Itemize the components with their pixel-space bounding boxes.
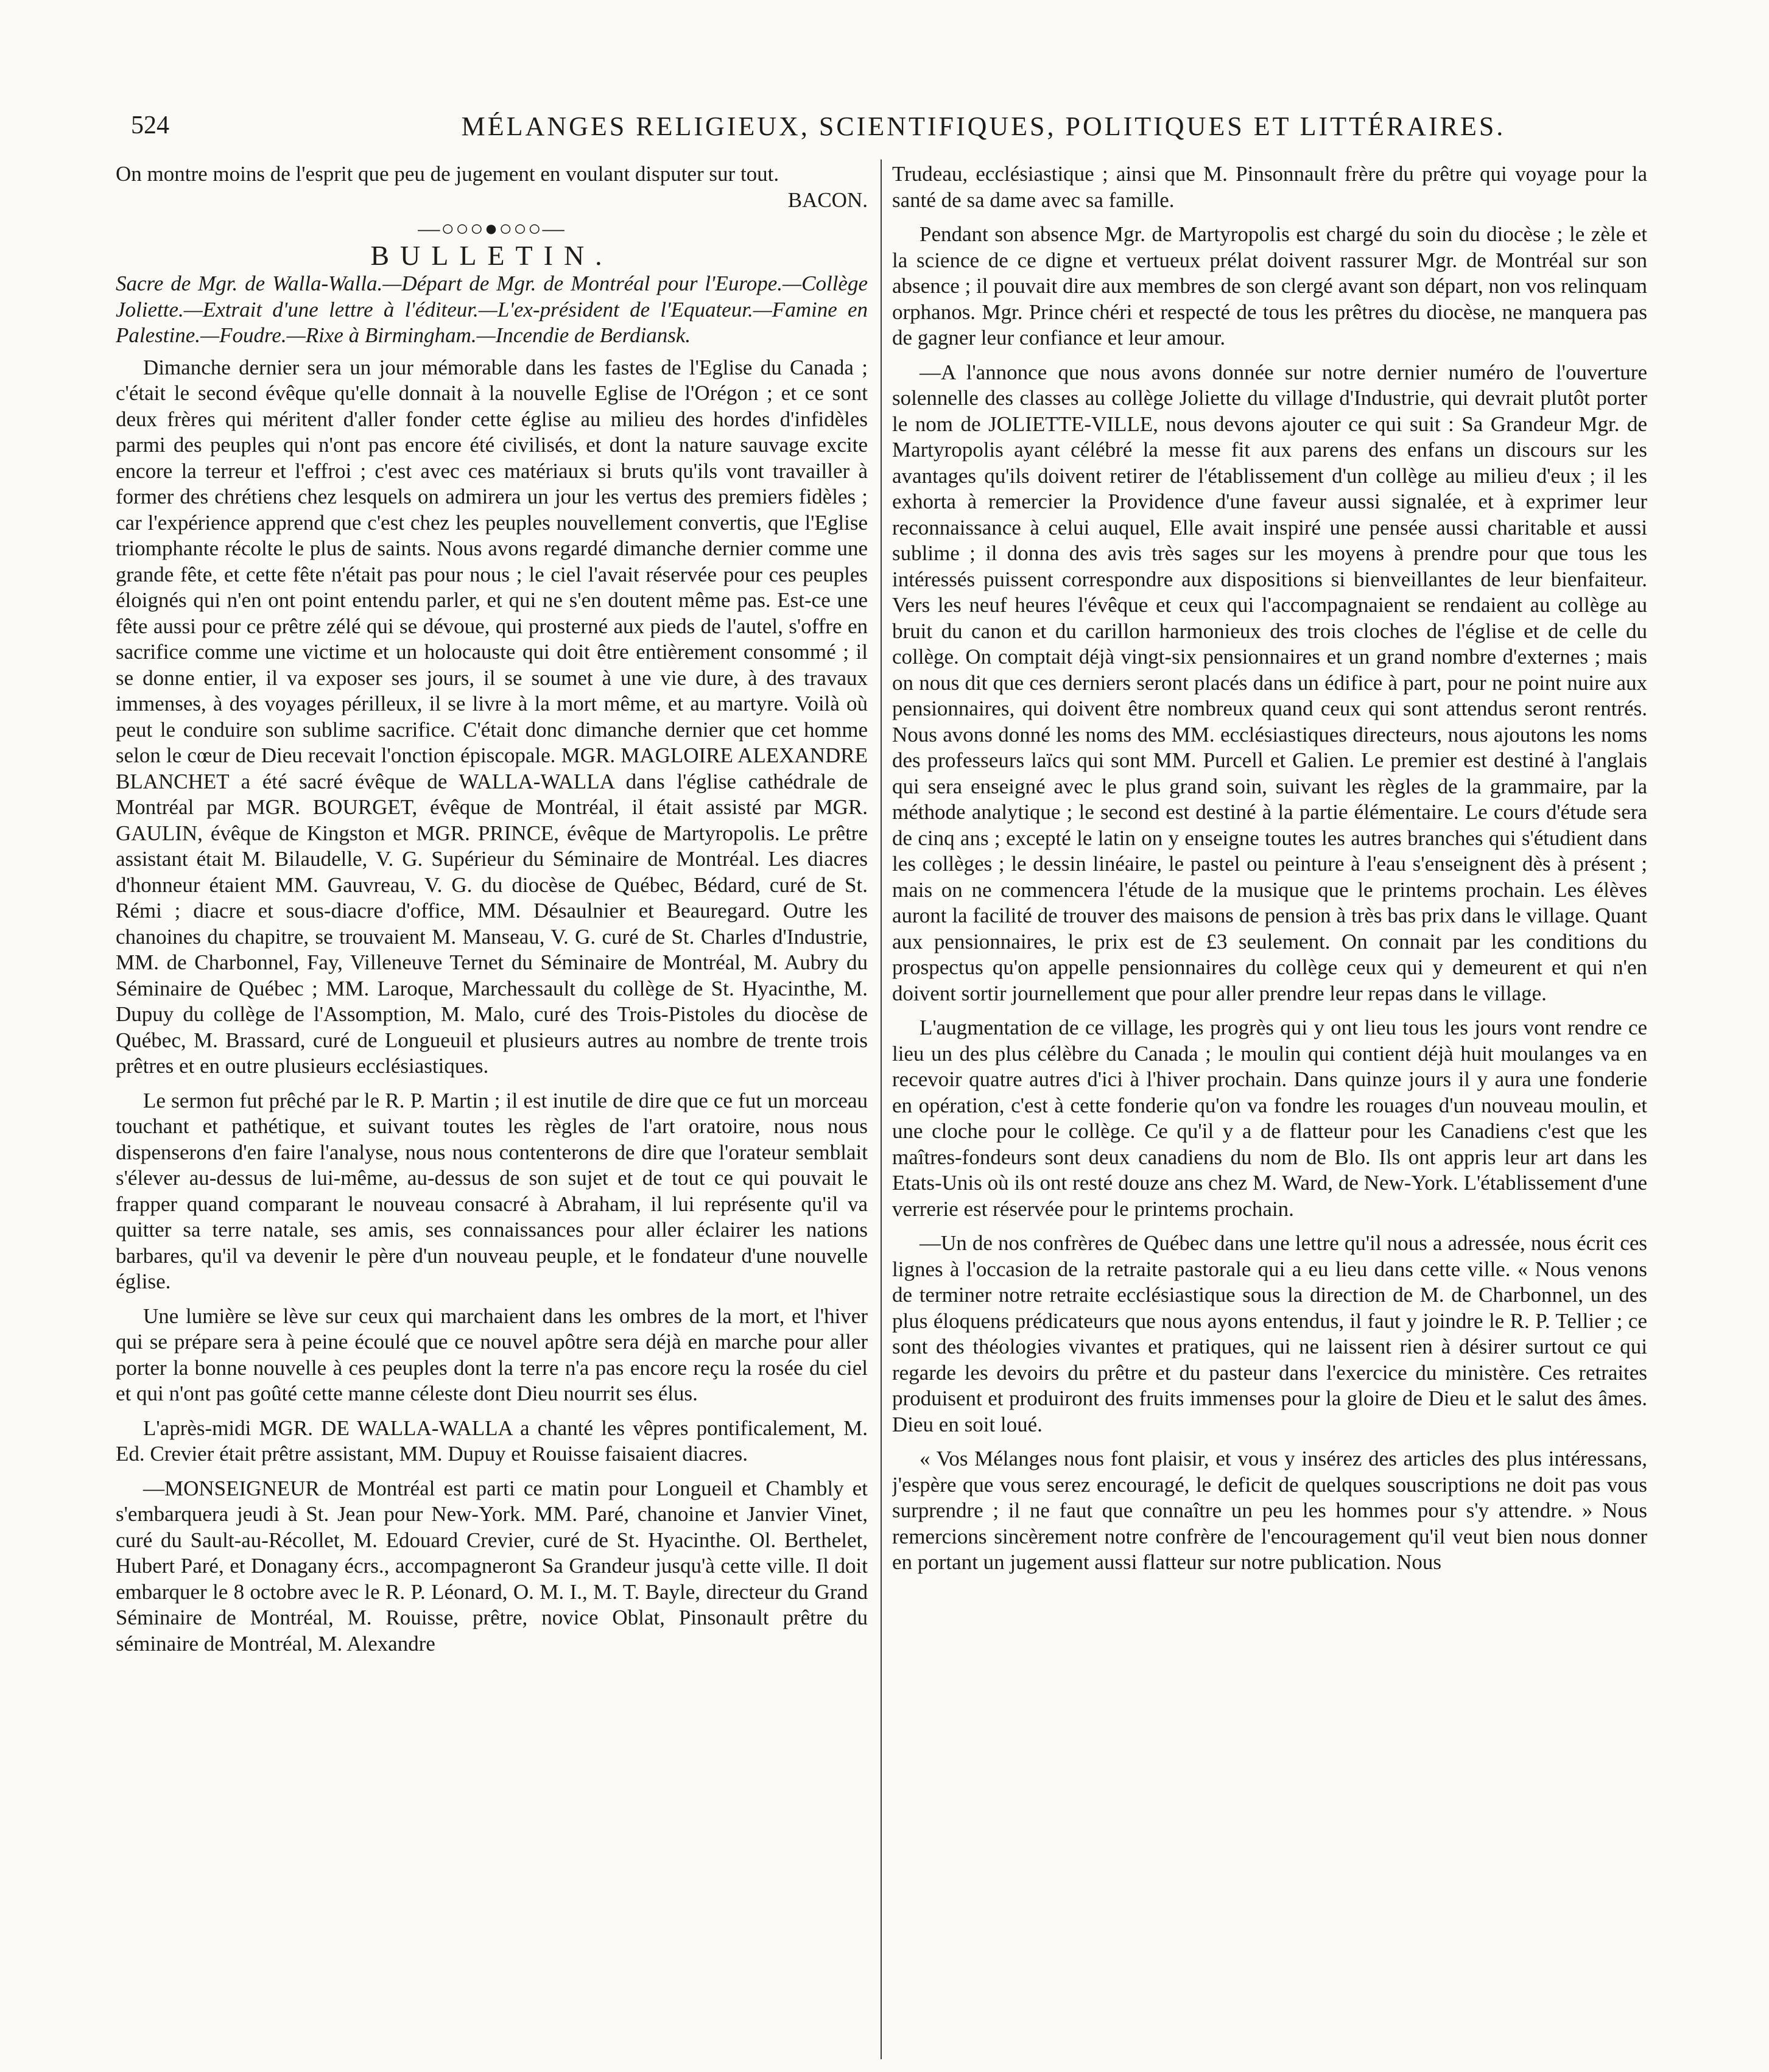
epigraph	[116, 161, 868, 213]
right-paragraph: Pendant son absence Mgr. de Martyropolis est chargé du soin du diocèse ; le zèle et la science de ce digne et vertueux prélat doivent rassurer Mgr. de Montréal sur son absence ; il pouvait dire aux membres de son clergé avant son départ, non vos relinquam orphanos. Mgr. Prince chéri et respecté de tous les prêtres du diocèse, ne manquera pas de gagner leur confiance et leur amour.	[892, 222, 1647, 349]
right-column	[892, 161, 1647, 2061]
left-paragraph: Une lumière se lève sur ceux qui marchaient dans les ombres de la mort, et l'hiver qui se prépare sera à peine écoulé que ce nouvel apôtre sera déjà en marche pour aller porter la bonne nouvelle à ces peuples dont la terre n'a pas encore reçu la rosée du ciel et qui n'ont pas goûté cette manne céleste dont Dieu nourrit ses élus.	[116, 1304, 868, 1405]
left-paragraph: Le sermon fut prêché par le R. P. Martin ; il est inutile de dire que ce fut un morceau touchant et pathétique, et suivant toutes les règles de l'art oratoire, nous nous dispenserons d'en faire l'analyse, nous nous contenterons de dire que l'orateur semblait s'élever au-dessus de lui-même, au-dessus de son sujet et de tout ce qui pouvait le frapper quand comparant le nouveau consacré à Abraham, il lui représente qu'il va quitter sa terre natale, ses amis, ses connaissances pour aller éclairer les nations barbares, qu'il va devenir le père d'un nouveau peuple, et le fondateur d'une nouvelle église.	[116, 1088, 868, 1293]
right-paragraph: —Un de nos confrères de Québec dans une lettre qu'il nous a adressée, nous écrit ces lignes à l'occasion de la retraite pastorale qui a eu lieu dans cette ville. « Nous venons de terminer notre retraite ecclésiastique sous la direction de M. de Charbonnel, un des plus éloquens prédicateurs que nous ayons entendus, il faut y joindre le R. P. Tellier ; ce sont des théologies vivantes et pratiques, qui ne laissent rien à désirer surtout ce qui regarde les devoirs du prêtre et du pasteur dans l'exercice du ministère. Ces retraites produisent et produiront des fruits immenses pour la gloire de Dieu et le salut des âmes. Dieu en soit loué.	[892, 1231, 1647, 1436]
epigraph-text: On montre moins de l'esprit que peu de jugement en voulant disputer sur tout.	[116, 162, 779, 186]
left-column	[116, 161, 868, 2061]
right-paragraph: « Vos Mélanges nous font plaisir, et vous y insérez des articles des plus intéressans, j'espère que vous serez encouragé, le deficit de quelques souscriptions ne doit pas vous surprendre ; il ne faut que connaître un peu les hommes pour s'y attendre. » Nous remercions sincèrement notre confrère de l'encouragement qu'il veut bien nous donner en portant un jugement aussi flatteur sur notre publication. Nous	[892, 1447, 1647, 1574]
left-paragraph: L'après-midi MGR. DE WALLA-WALLA a chanté les vêpres pontificalement, M. Ed. Crevier était prêtre assistant, MM. Dupuy et Rouisse faisaient diacres.	[116, 1416, 868, 1466]
right-paragraph: —A l'annonce que nous avons donnée sur notre dernier numéro de l'ouverture solennelle des classes au collège Joliette du village d'Industrie, qui devrait plutôt porter le nom de JOLIETTE-VILLE, nous devons ajouter ce qui suit : Sa Grandeur Mgr. de Martyropolis ayant célébré la messe fit aux parens des enfans un discours sur les avantages qu'ils doivent retirer de l'établissement d'un collège au milieu d'eux ; il les exhorta à remercier la Providence d'une faveur aussi signalée, et à exprimer leur reconnaissance à celui auquel, Elle avait inspiré une pensée aussi charitable et aussi sublime ; il donna des avis très sages sur les moyens à prendre pour que tous les intéressés puissent correspondre aux dispositions si bienveillantes de leur bienfaiteur. Vers les neuf heures l'évêque et ceux qui l'accompagnaient se rendaient au collège au bruit du canon et du carillon harmonieux des trois cloches de l'église et de celle du collège. On comptait déjà vingt-six pensionnaires et un grand nombre d'externes ; mais on nous dit que ces derniers seront placés dans un édifice à part, pour ne point nuire aux pensionnaires, qui doivent être nombreux quand ceux qui sont attendus seront rentrés. Nous avons donné les noms des MM. ecclésiastiques directeurs, nous ajoutons les noms des professeurs laïcs qui sont MM. Purcell et Galien. Le premier est destiné à l'anglais qui sera enseigné avec le plus grand soin, suivant les règles de la grammaire, par la méthode analytique ; le second est destiné à la partie élémentaire. Le cours d'étude sera de cinq ans ; excepté le latin on y enseigne toutes les autres branches qui s'étudient dans les collèges ; le dessin linéaire, le pastel ou peinture à l'eau s'enseignent dès à présent ; mais on ne commencera l'étude de la musique que le printems prochain. Les élèves auront la facilité de trouver des maisons de pension à très bas prix dans le village. Quant aux pensionnaires, le prix est de £3 seulement. On connait par les conditions du prospectus qu'on appelle pensionnaires du collège ceux qui y demeurent et qui n'en doivent sortir journellement que pour aller prendre leur repas dans le village.	[892, 360, 1647, 1005]
ornament-divider: —○○○●○○○—	[418, 216, 566, 241]
right-paragraph: L'augmentation de ce village, les progrès qui y ont lieu tous les jours vont rendre ce lieu un des plus célèbre du Canada ; le moulin qui contient déjà huit moulanges va en recevoir quatre autres d'ici à l'hiver prochain. Dans quinze jours il y aura une fonderie en opération, c'est à cette fonderie qu'on va fondre les rouages d'un nouveau moulin, et une cloche pour le collège. Ce qu'il y a de flatteur pour les Canadiens c'est que les maîtres-fondeurs sont deux canadiens du nom de Blo. Ils ont appris leur art dans les Etats-Unis où ils ont resté douze ans chez M. Ward, de New-York. L'établissement d'une verrerie est réservée pour le printems prochain.	[892, 1016, 1647, 1221]
epigraph-source: BACON.	[787, 188, 868, 212]
running-title: MÉLANGES RELIGIEUX, SCIENTIFIQUES, POLITIQUES ET LITTÉRAIRES.	[461, 111, 1506, 141]
bulletin-summary: Sacre de Mgr. de Walla-Walla.—Départ de Mgr. de Montréal pour l'Europe.—Collège Joliette.—Extrait d'une lettre à l'éditeur.—L'ex-président de l'Equateur.—Famine en Palestine.—Foudre.—Rixe à Birmingham.—Incendie de Berdiansk.	[116, 272, 868, 347]
left-paragraph: —MONSEIGNEUR de Montréal est parti ce matin pour Longueil et Chambly et s'embarquera jeudi à St. Jean pour New-York. MM. Paré, chanoine et Janvier Vinet, curé du Sault-au-Récollet, M. Edouard Crevier, curé de St. Hyacinthe. Ol. Berthelet, Hubert Paré, et Donagany écrs., accompagneront Sa Grandeur jusqu'à cette ville. Il doit embarquer le 8 octobre avec le R. P. Léonard, O. M. I., M. T. Bayle, directeur du Grand Séminaire de Montréal, M. Rouisse, prêtre, novice Oblat, Pinsonault prêtre du séminaire de Montréal, M. Alexandre	[116, 1476, 868, 1656]
page-number: 524	[131, 111, 169, 139]
column-divider	[881, 160, 882, 2059]
left-paragraph: Dimanche dernier sera un jour mémorable dans les fastes de l'Eglise du Canada ; c'était le second évêque qu'elle donnait à la nouvelle Eglise de l'Orégon ; et ce sont deux frères qui méritent d'aller fonder cette église au milieu des hordes d'infidèles parmi des peuples qui n'ont pas encore été civilisés, et dont la nature sauvage excite encore la terreur et l'effroi ; c'est avec ces matériaux si bruts qu'ils vont travailler à former des chrétiens chez lesquels on admirera un jour les vertus des premiers fidèles ; car l'expérience apprend que c'est chez les peuples nouvellement convertis, que l'Eglise triomphante récolte le plus de saints. Nous avons regardé dimanche dernier comme une grande fête, et cette fête n'était pas pour nous ; le ciel l'avait réservée pour ces peuples éloignés qui n'en ont point entendu parler, et qui ne s'en doutent même pas. Est-ce une fête aussi pour ce prêtre zélé qui se dévoue, qui prosterné aux pieds de l'autel, s'offre en sacrifice comme une victime et un holocauste qui doit être entièrement consommé ; il se donne entier, il va exposer ses jours, il se soumet à une vie dure, à des travaux immenses, à des voyages périlleux, il se livre à la mort même, et au martyre. Voilà où peut le conduire son sublime sacrifice. C'était donc dimanche dernier que cet homme selon le cœur de Dieu recevait l'onction épiscopale. MGR. MAGLOIRE ALEXANDRE BLANCHET a été sacré évêque de WALLA-WALLA dans l'église cathédrale de Montréal par MGR. BOURGET, évêque de Montréal, il était assisté par MGR. GAULIN, évêque de Kingston et MGR. PRINCE, évêque de Martyropolis. Le prêtre assistant était M. Bilaudelle, V. G. Supérieur du Séminaire de Montréal. Les diacres d'honneur étaient MM. Gauvreau, V. G. du diocèse de Québec, Bédard, curé de St. Rémi ; diacre et sous-diacre d'office, MM. Désaulnier et Beauregard. Outre les chanoines du chapitre, se trouvaient M. Manseau, V. G. curé de St. Charles d'Industrie, MM. de Charbonnel, Fay, Villeneuve Ternet du Séminaire de Montréal, M. Aubry du Séminaire de Québec ; MM. Laroque, Marchessault du collège de St. Hyacinthe, M. Dupuy du collège de l'Assomption, M. Malo, curé des Trois-Pistoles du diocèse de Québec, M. Brassard, curé de Longueuil et plusieurs autres au nombre de trente trois prêtres et en outre plusieurs ecclésiastiques.	[116, 355, 868, 1078]
page-header	[131, 111, 1653, 153]
right-paragraph: Trudeau, ecclésiastique ; ainsi que M. Pinsonnault frère du prêtre qui voyage pour la santé de sa dame avec sa famille.	[892, 162, 1647, 212]
bulletin-title: BULLETIN.	[370, 239, 613, 271]
